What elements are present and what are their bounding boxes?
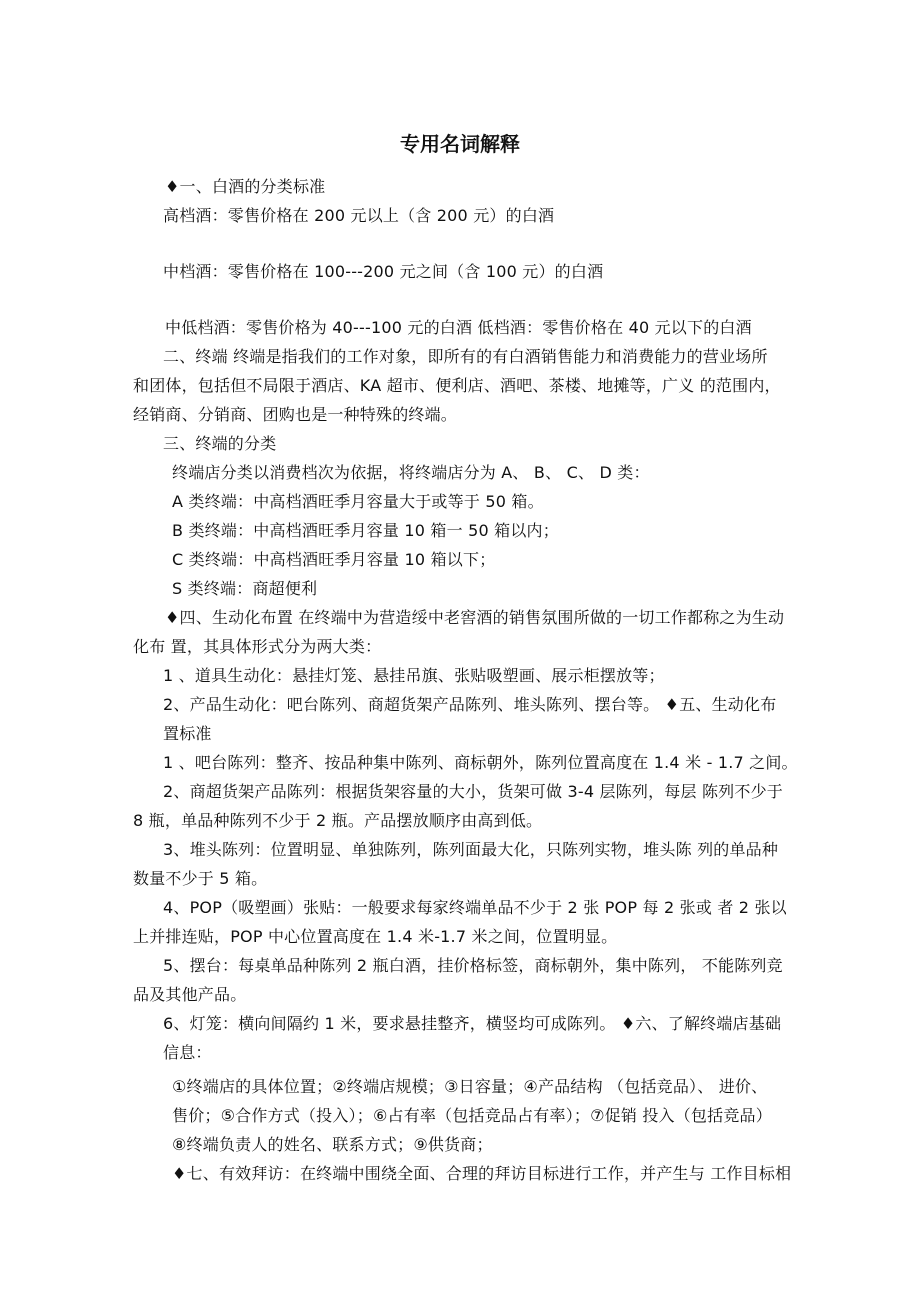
text-line: S 类终端：商超便利: [172, 579, 318, 598]
text-line: 中低档酒：零售价格为 40---100 元的白酒 低档酒：零售价格在 40 元以下的白酒: [165, 318, 752, 337]
text-line: 8 瓶，单品种陈列不少于 2 瓶。产品摆放顺序由高到低。: [133, 811, 543, 830]
text-line: 5、摆台：每桌单品种陈列 2 瓶白酒，挂价格标签，商标朝外，集中陈列， 不能陈列竞: [163, 956, 783, 975]
document-title: 专用名词解释: [400, 132, 520, 156]
text-line: 1 、吧台陈列：整齐、按品种集中陈列、商标朝外，陈列位置高度在 1.4 米 - 1.7 之间。: [163, 753, 798, 772]
text-line: ⑧终端负责人的姓名、联系方式；⑨供货商；: [172, 1135, 493, 1154]
text-line: 数量不少于 5 箱。: [133, 869, 268, 888]
text-line: 置标准: [163, 724, 212, 743]
text-line: ♦七、有效拜访：在终端中围绕全面、合理的拜访目标进行工作，并产生与 工作目标相: [172, 1164, 792, 1183]
text-line: 1 、道具生动化：悬挂灯笼、悬挂吊旗、张贴吸塑画、展示柜摆放等；: [163, 666, 665, 685]
text-line: 2、商超货架产品陈列：根据货架容量的大小，货架可做 3-4 层陈列，每层 陈列不少于: [163, 782, 783, 801]
text-line: 6、灯笼：横向间隔约 1 米，要求悬挂整齐，横竖均可成陈列。 ♦六、了解终端店基础: [163, 1014, 782, 1033]
text-line: 三、终端的分类: [163, 434, 277, 453]
text-line: 和团体，包括但不局限于酒店、KA 超市、便利店、酒吧、茶楼、地摊等，广义 的范围内，: [133, 376, 781, 395]
text-line: 信息：: [163, 1043, 212, 1062]
text-line: 3、堆头陈列：位置明显、单独陈列，陈列面最大化，只陈列实物，堆头陈 列的单品种: [163, 840, 779, 859]
text-line: ♦一、白酒的分类标准: [165, 177, 326, 196]
text-line: C 类终端：中高档酒旺季月容量 10 箱以下；: [172, 550, 496, 569]
text-line: A 类终端：中高档酒旺季月容量大于或等于 50 箱。: [172, 492, 544, 511]
text-line: 4、POP（吸塑画）张贴：一般要求每家终端单品不少于 2 张 POP 每 2 张或 者 2 张以: [163, 898, 787, 917]
text-line: B 类终端：中高档酒旺季月容量 10 箱一 50 箱以内；: [172, 521, 559, 540]
text-line: 高档酒：零售价格在 200 元以上（含 200 元）的白酒: [163, 206, 555, 225]
text-line: 终端店分类以消费档次为依据，将终端店分为 A、 B、 C、 D 类：: [172, 463, 650, 482]
text-line: 2、产品生动化：吧台陈列、商超货架产品陈列、堆头陈列、摆台等。 ♦五、生动化布: [163, 695, 777, 714]
text-line: 上并排连贴，POP 中心位置高度在 1.4 米-1.7 米之间，位置明显。: [133, 927, 618, 946]
text-line: ①终端店的具体位置；②终端店规模；③日容量；④产品结构 （包括竞品）、 进价、: [172, 1077, 768, 1096]
text-line: 经销商、分销商、团购也是一种特殊的终端。: [133, 405, 458, 424]
text-line: ♦四、生动化布置 在终端中为营造绥中老窖酒的销售氛围所做的一切工作都称之为生动: [165, 608, 785, 627]
text-line: 中档酒：零售价格在 100---200 元之间（含 100 元）的白酒: [163, 262, 604, 281]
text-line: 品及其他产品。: [133, 985, 247, 1004]
text-line: 售价；⑤合作方式（投入）；⑥占有率（包括竞品占有率）；⑦促销 投入（包括竞品）: [172, 1106, 772, 1125]
text-line: 二、终端 终端是指我们的工作对象，即所有的有白酒销售能力和消费能力的营业场所: [163, 347, 768, 366]
text-line: 化布 置，其具体形式分为两大类：: [133, 637, 382, 656]
